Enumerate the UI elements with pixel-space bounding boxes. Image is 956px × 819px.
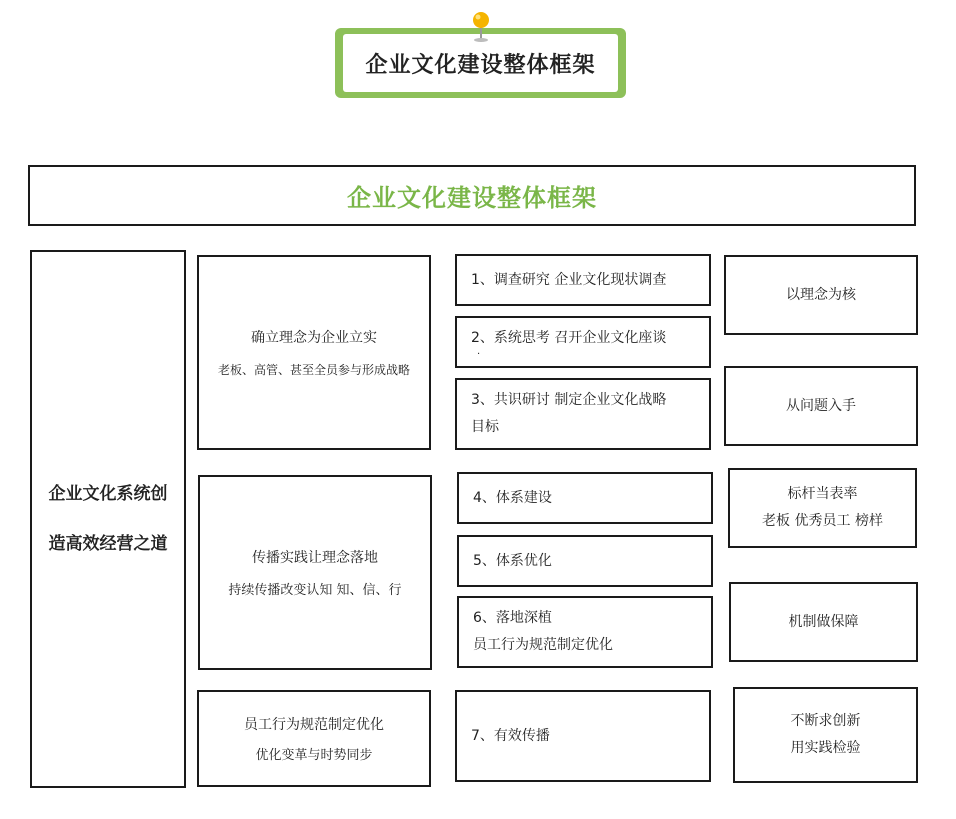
principle-box — [733, 687, 918, 783]
step-label: 7、有效传播 — [471, 727, 550, 744]
principle-label-line2: 用实践检验 — [790, 740, 861, 756]
principle-label: 不断求创新 — [790, 713, 861, 730]
step-label: 3、共识研讨 制定企业文化战略 — [471, 392, 667, 409]
step-box — [457, 596, 713, 668]
phase-box — [197, 690, 431, 787]
step-label: 2、系统思考 召开企业文化座谈 — [471, 329, 667, 346]
badge-title: 企业文化建设整体框架 — [343, 34, 618, 92]
principle-box — [724, 366, 918, 446]
framework-header — [28, 165, 916, 226]
principle-label: 标杆当表率 — [787, 486, 858, 503]
step-label: 6、落地深植 — [473, 610, 552, 627]
principle-box — [728, 468, 917, 548]
phase-box — [197, 255, 431, 450]
phase-title: 传播实践让理念落地 — [252, 550, 378, 566]
phase-box — [198, 475, 432, 670]
step-box — [455, 690, 711, 782]
step-box — [455, 378, 711, 450]
principle-label-line2: 老板 优秀员工 榜样 — [762, 513, 883, 529]
step-label: 1、调查研究 企业文化现状调查 — [471, 271, 667, 288]
phase-desc: 优化变革与时势同步 — [255, 748, 373, 763]
principle-label: 机制做保障 — [788, 613, 859, 630]
step-label-line2: 员工行为规范制定优化 — [473, 637, 613, 653]
principle-label: 以理念为核 — [786, 286, 856, 303]
pushpin-icon — [467, 10, 495, 44]
core-goal-line1: 企业文化系统创 — [48, 483, 168, 504]
core-goal-box — [30, 250, 186, 788]
step-box: 2、系统思考 召开企业文化座谈 · — [455, 316, 711, 368]
phase-desc: 老板、高管、甚至全员参与形成战略 — [217, 363, 410, 377]
core-goal-line2: 造高效经营之道 — [48, 534, 168, 554]
step-label-line2: 目标 — [471, 419, 499, 435]
framework-header-title: 企业文化建设整体框架 — [347, 184, 597, 212]
step-box — [457, 472, 713, 524]
step-label: 5、体系优化 — [473, 552, 552, 569]
step-box — [455, 254, 711, 306]
phase-title: 员工行为规范制定优化 — [244, 717, 384, 733]
principle-box — [724, 255, 918, 335]
principle-label: 从问题入手 — [786, 397, 856, 414]
step-label: 4、体系建设 — [473, 489, 552, 506]
principle-box — [729, 582, 918, 662]
phase-title: 确立理念为企业立实 — [251, 330, 377, 346]
step-box — [457, 535, 713, 587]
phase-desc: 持续传播改变认知 知、信、行 — [228, 583, 402, 598]
